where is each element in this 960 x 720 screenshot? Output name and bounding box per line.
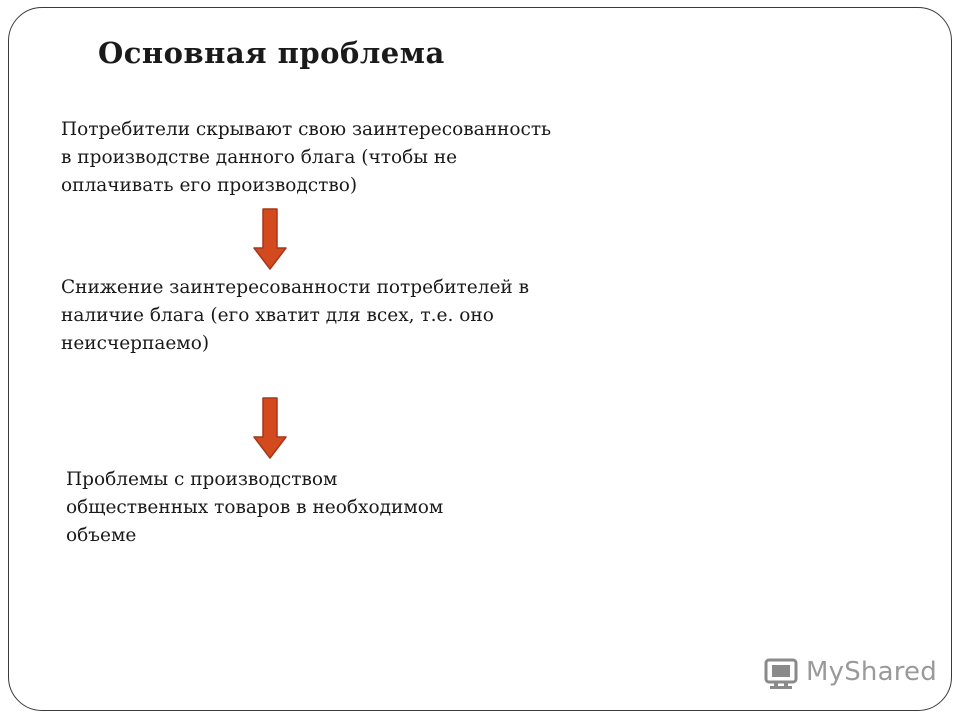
myshared-logo-icon [764, 654, 800, 690]
slide-title: Основная проблема [98, 36, 445, 70]
down-arrow-icon [253, 208, 287, 270]
cause-text: Потребители скрывают свою заинтересованность в производстве данного блага (чтобы не оплачивать его производство) [61, 119, 552, 196]
watermark-text: MyShared [806, 657, 937, 687]
result-text: Проблемы с производством общественных товаров в необходимом объеме [66, 469, 444, 546]
slide-frame [8, 7, 952, 711]
effect-text: Снижение заинтересованности потребителей в наличие блага (его хватит для всех, т.е. оно неисчерпаемо) [61, 277, 530, 354]
down-arrow-icon [253, 397, 287, 459]
watermark [764, 654, 937, 690]
